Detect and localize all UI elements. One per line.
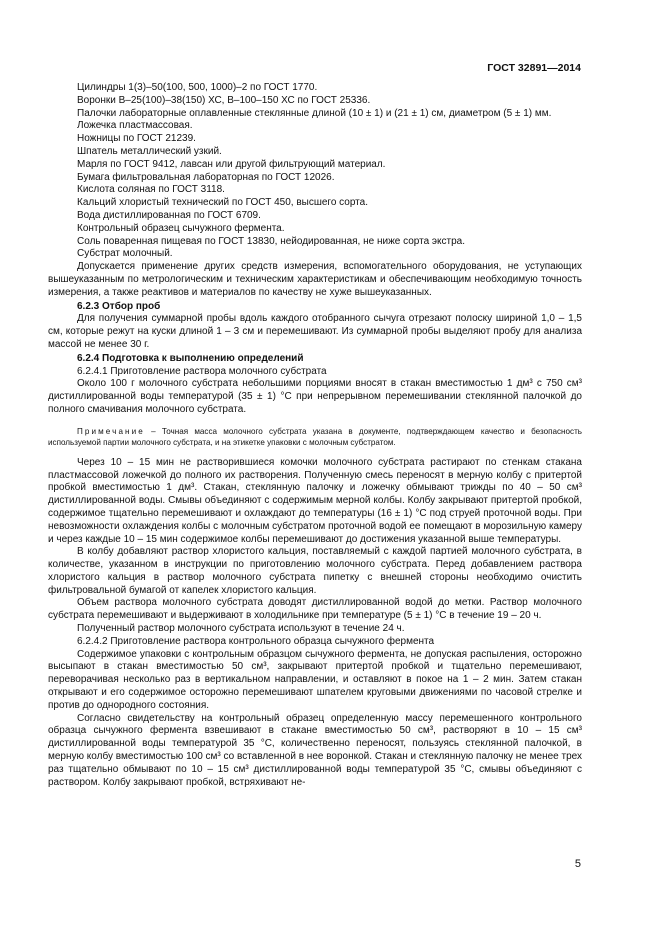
paragraph: Ложечка пластмассовая. (77, 120, 193, 132)
document-header: ГОСТ 32891—2014 (487, 62, 581, 74)
subsection-title: 6.2.4.1 Приготовление раствора молочного субстрата (77, 365, 327, 377)
paragraph: Допускается применение других средств измерения, вспомогательного оборудования, не уступающих вышеуказанным по метрологическим и техническим характеристикам и обеспечивающим необходимую точность измерения, а также реактивов и материалов по качеству не хуже вышеуказанных. (48, 261, 582, 298)
section-heading: 6.2.4 Подготовка к выполнению определений (77, 352, 304, 364)
paragraph: Ножницы по ГОСТ 21239. (77, 133, 196, 145)
paragraph: Марля по ГОСТ 9412, лавсан или другой фильтрующий материал. (77, 158, 386, 170)
page-number: 5 (574, 858, 581, 870)
note-text: – Точная масса молочного субстрата указана в документе, подтверждающем качество и безопасность используемой партии молочного субстрата, и на этикетке упаковки с молочным субстратом. (48, 426, 582, 447)
paragraph: Соль поваренная пищевая по ГОСТ 13830, нейодированная, не ниже сорта экстра. (77, 235, 465, 247)
section-heading: 6.2.3 Отбор проб (77, 300, 161, 312)
paragraph: Объем раствора молочного субстрата доводят дистиллированной водой до метки. Раствор молочного субстрата перемешивают и выдерживают в холодильнике при температуре (5 ± 1) °С в течение 19 – 20 ч. (48, 597, 582, 622)
note (48, 426, 582, 448)
paragraph: Бумага фильтровальная лабораторная по ГОСТ 12026. (77, 171, 335, 183)
paragraph: Вода дистиллированная по ГОСТ 6709. (77, 209, 261, 221)
paragraph: Полученный раствор молочного субстрата используют в течение 24 ч. (77, 623, 405, 635)
subsection-title: 6.2.4.2 Приготовление раствора контрольного образца сычужного фермента (77, 635, 435, 647)
paragraph: Для получения суммарной пробы вдоль каждого отобранного сычуга отрезают полоску шириной 1,0 – 1,5 см, которые режут на куски длиной 1 – 3 см и перемешивают. Из суммарной пробы выделяют пробу для анализа массой не менее 30 г. (48, 313, 582, 350)
document-body (48, 82, 582, 789)
paragraph: Контрольный образец сычужного фермента. (77, 222, 285, 234)
paragraph: В колбу добавляют раствор хлористого кальция, поставляемый с каждой партией молочного субстрата, в количестве, указанном в инструкции по приготовлению молочного субстрата. Перед добавлением раствора хлористого кальция в раствор молочного субстрата пипетку с внешней стороны необходимо очистить фильтровальной бумагой от капелек хлористого кальция. (48, 546, 582, 596)
paragraph: Субстрат молочный. (77, 248, 173, 260)
paragraph: Кальций хлористый технический по ГОСТ 450, высшего сорта. (77, 197, 368, 209)
paragraph: Кислота соляная по ГОСТ 3118. (77, 184, 225, 196)
paragraph: Около 100 г молочного субстрата небольшими порциями вносят в стакан вместимостью 1 дм³ с 750 см³ дистиллированной воды температурой (35 ± 1) °С при непрерывном перемешивании стеклянной палочкой до полного смачивания молочного субстрата. (48, 378, 582, 415)
paragraph: Согласно свидетельству на контрольный образец определенную массу перемешенного контрольного образца сычужного фермента взвешивают в стакане вместимостью 50 см³, растворяют в 10 – 15 см³ дистиллированной воды температурой 35 °С, количественно переносят, пользуясь стеклянной палочкой, в мерную колбу вместимостью 100 см³ со вставленной в нее воронкой. Стакан и стеклянную палочку не менее трех раз тщательно обмывают по 10 – 15 см³ дистиллированной воды температурой 35 °С, смывы объединяют с раствором. Колбу закрывают пробкой, встряхивают не- (48, 712, 582, 788)
paragraph: Через 10 – 15 мин не растворившиеся комочки молочного субстрата растирают по стенкам стакана пластмассовой ложечкой до полного их растворения. Полученную смесь переносят в мерную колбу с притертой пробкой вместимостью 1 дм³. Стакан, стеклянную палочку и ложечку обмывают трижды по 40 – 50 см³ дистиллированной воды. Смывы объединяют с содержимым мерной колбы. Колбу закрывают притертой пробкой, содержимое тщательно перемешивают и охлаждают до температуры (16 ± 1) °С под струей проточной воды. При невозможности охлаждения колбы с молочным субстратом проточной водой ее помещают в морозильную камеру и через каждые 10 – 15 мин содержимое колбы перемешивают до достижения указанной выше температуры. (48, 456, 582, 545)
paragraph: Шпатель металлический узкий. (77, 145, 222, 157)
paragraph: Палочки лабораторные оплавленные стеклянные длиной (10 ± 1) и (21 ± 1) см, диаметром (5 ± 1) мм. (77, 107, 552, 119)
paragraph: Воронки В–25(100)–38(150) ХС, В–100–150 ХС по ГОСТ 25336. (77, 94, 371, 106)
note-label: Примечание (77, 426, 145, 436)
paragraph: Цилиндры 1(3)–50(100, 500, 1000)–2 по ГОСТ 1770. (77, 82, 318, 93)
paragraph: Содержимое упаковки с контрольным образцом сычужного фермента, не допуская распыления, осторожно высыпают в стакан вместимостью 50 см³, закрывают притертой пробкой и тщательно перемешивают, переворачивая несколько раз в вертикальном направлении, и оставляют в покое на 1 – 2 мин. Затем стакан открывают и его содержимое осторожно перемешивают шпателем круговыми движениями по часовой стрелке и против до однородного состояния. (48, 648, 582, 711)
